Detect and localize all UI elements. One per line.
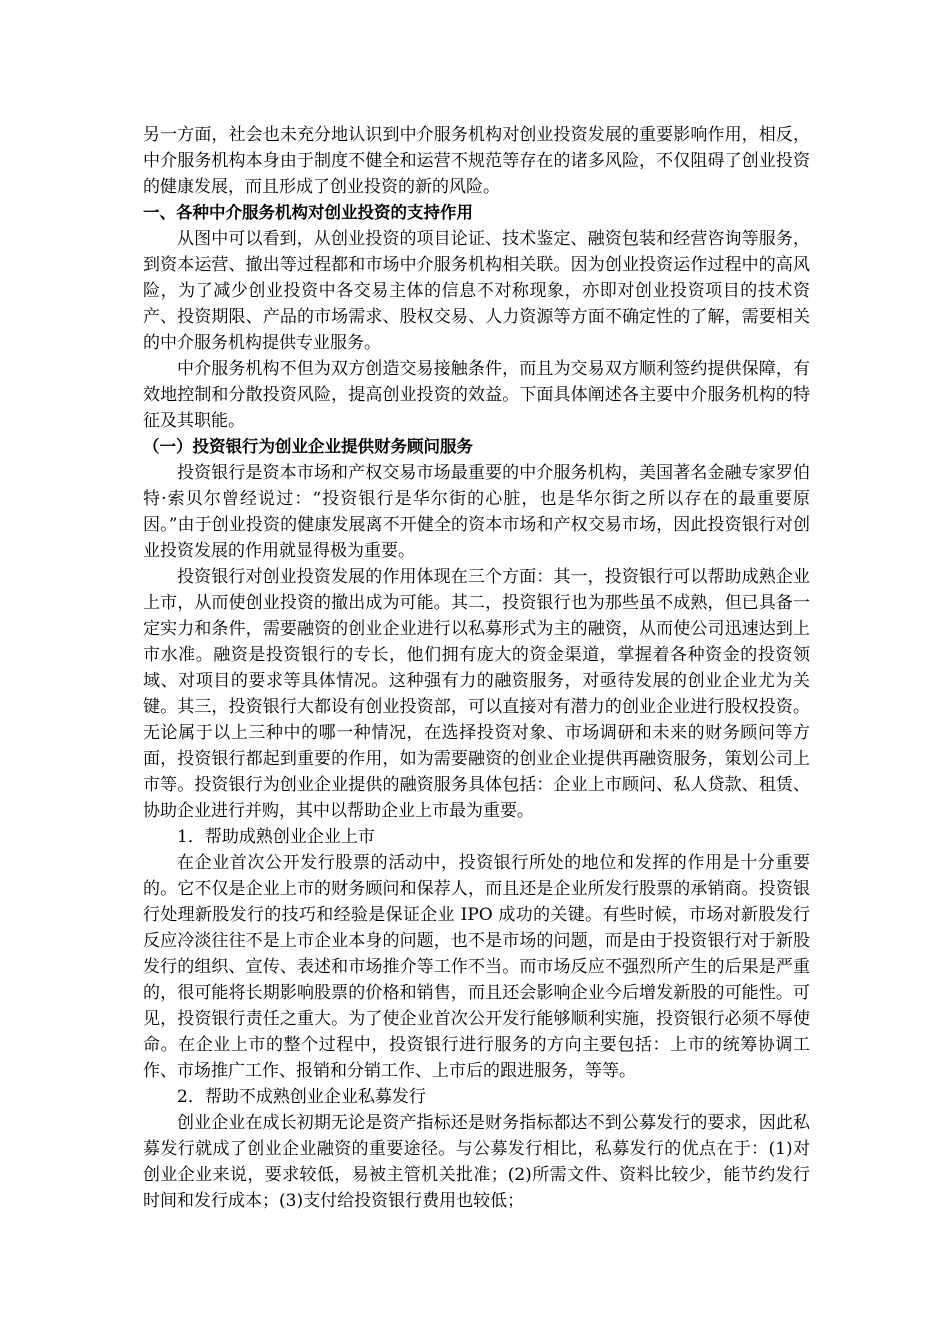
paragraph-investment-bank-intro: 投资银行是资本市场和产权交易市场最重要的中介服务机构，美国著名金融专家罗伯特·索贝尔曾经说过：“投资银行是华尔街的心脏，也是华尔街之所以存在的最重要原因。”由于创业投资的健康发展离不开健全的资本市场和产权交易市场，因此投资银行对创业投资发展的作用就显得极为重要。 bbox=[143, 463, 810, 561]
paragraph-investment-bank-roles: 投资银行对创业投资发展的作用体现在三个方面：其一，投资银行可以帮助成熟企业上市，从而使创业投资的撤出成为可能。其二，投资银行也为那些虽不成熟，但已具备一定实力和条件，需要融资的创业企业进行以私募形式为主的融资，从而使公司迅速达到上市水准。融资是投资银行的专长，他们拥有庞大的资金渠道，掌握着各种资金的投资领域、对项目的要求等具体情况。这种强有力的融资服务，对亟待发展的创业企业尤为关键。其三，投资银行大都设有创业投资部，可以直接对有潜力的创业企业进行股权投资。无论属于以上三种中的哪一种情况，在选择投资对象、市场调研和未来的财务顾问等方面，投资银行都起到重要的作用，如为需要融资的创业企业提供再融资服务，策划公司上市等。投资银行为创业企业提供的融资服务具体包括：企业上市顾问、私人贷款、租赁、协助企业进行并购，其中以帮助企业上市最为重要。 bbox=[143, 567, 810, 821]
list-heading-private-placement: 2．帮助不成熟创业企业私募发行 bbox=[177, 1087, 426, 1107]
paragraph-ipo: 在企业首次公开发行股票的活动中，投资银行所处的地位和发挥的作用是十分重要的。它不仅是企业上市的财务顾问和保荐人，而且还是企业所发行股票的承销商。投资银行处理新股发行的技巧和经验是保证企业 IPO 成功的关键。有些时候，市场对新股发行反应冷淡往往不是上市企业本身的问题，也不是市场的问题，而是由于投资银行对于新股发行的组织、宣传、表述和市场推介等工作不当。而市场反应不强烈所产生的后果是严重的，很可能将长期影响股票的价格和销售，而且还会影响企业今后增发新股的可能性。可见，投资银行责任之重大。为了使企业首次公开发行能够顺利实施，投资银行必须不辱使命。在企业上市的整个过程中，投资银行进行服务的方向主要包括：上市的统筹协调工作、市场推广工作、报销和分销工作、上市后的跟进服务，等等。 bbox=[143, 853, 810, 1081]
section-heading-1: 一、各种中介服务机构对创业投资的支持作用 bbox=[143, 203, 473, 222]
paragraph-intermediary-role: 中介服务机构不但为双方创造交易接触条件，而且为交易双方顺利签约提供保障，有效地控制和分散投资风险，提高创业投资的效益。下面具体阐述各主要中介服务机构的特征及其职能。 bbox=[143, 359, 810, 431]
list-heading-ipo: 1．帮助成熟创业企业上市 bbox=[177, 827, 375, 847]
paragraph-private-placement: 创业企业在成长初期无论是资产指标还是财务指标都达不到公募发行的要求，因此私募发行就成了创业企业融资的重要途径。与公募发行相比，私募发行的优点在于：(1)对创业企业来说，要求较低，易被主管机关批准；(2)所需文件、资料比较少，能节约发行时间和发行成本；(3)支付给投资银行费用也较低； bbox=[143, 1113, 810, 1211]
subsection-heading-investment-bank: （一）投资银行为创业企业提供财务顾问服务 bbox=[143, 437, 473, 456]
paragraph-figure-explanation: 从图中可以看到，从创业投资的项目论证、技术鉴定、融资包装和经营咨询等服务，到资本运营、撤出等过程都和市场中介服务机构相关联。因为创业投资运作过程中的高风险，为了减少创业投资中各交易主体的信息不对称现象，亦即对创业投资项目的技术资产、投资期限、产品的市场需求、股权交易、人力资源等方面不确定性的了解，需要相关的中介服务机构提供专业服务。 bbox=[143, 229, 810, 353]
paragraph-intro: 另一方面，社会也未充分地认识到中介服务机构对创业投资发展的重要影响作用，相反，中介服务机构本身由于制度不健全和运营不规范等存在的诸多风险，不仅阻碍了创业投资的健康发展，而且形成了创业投资的新的风险。 bbox=[143, 125, 810, 197]
